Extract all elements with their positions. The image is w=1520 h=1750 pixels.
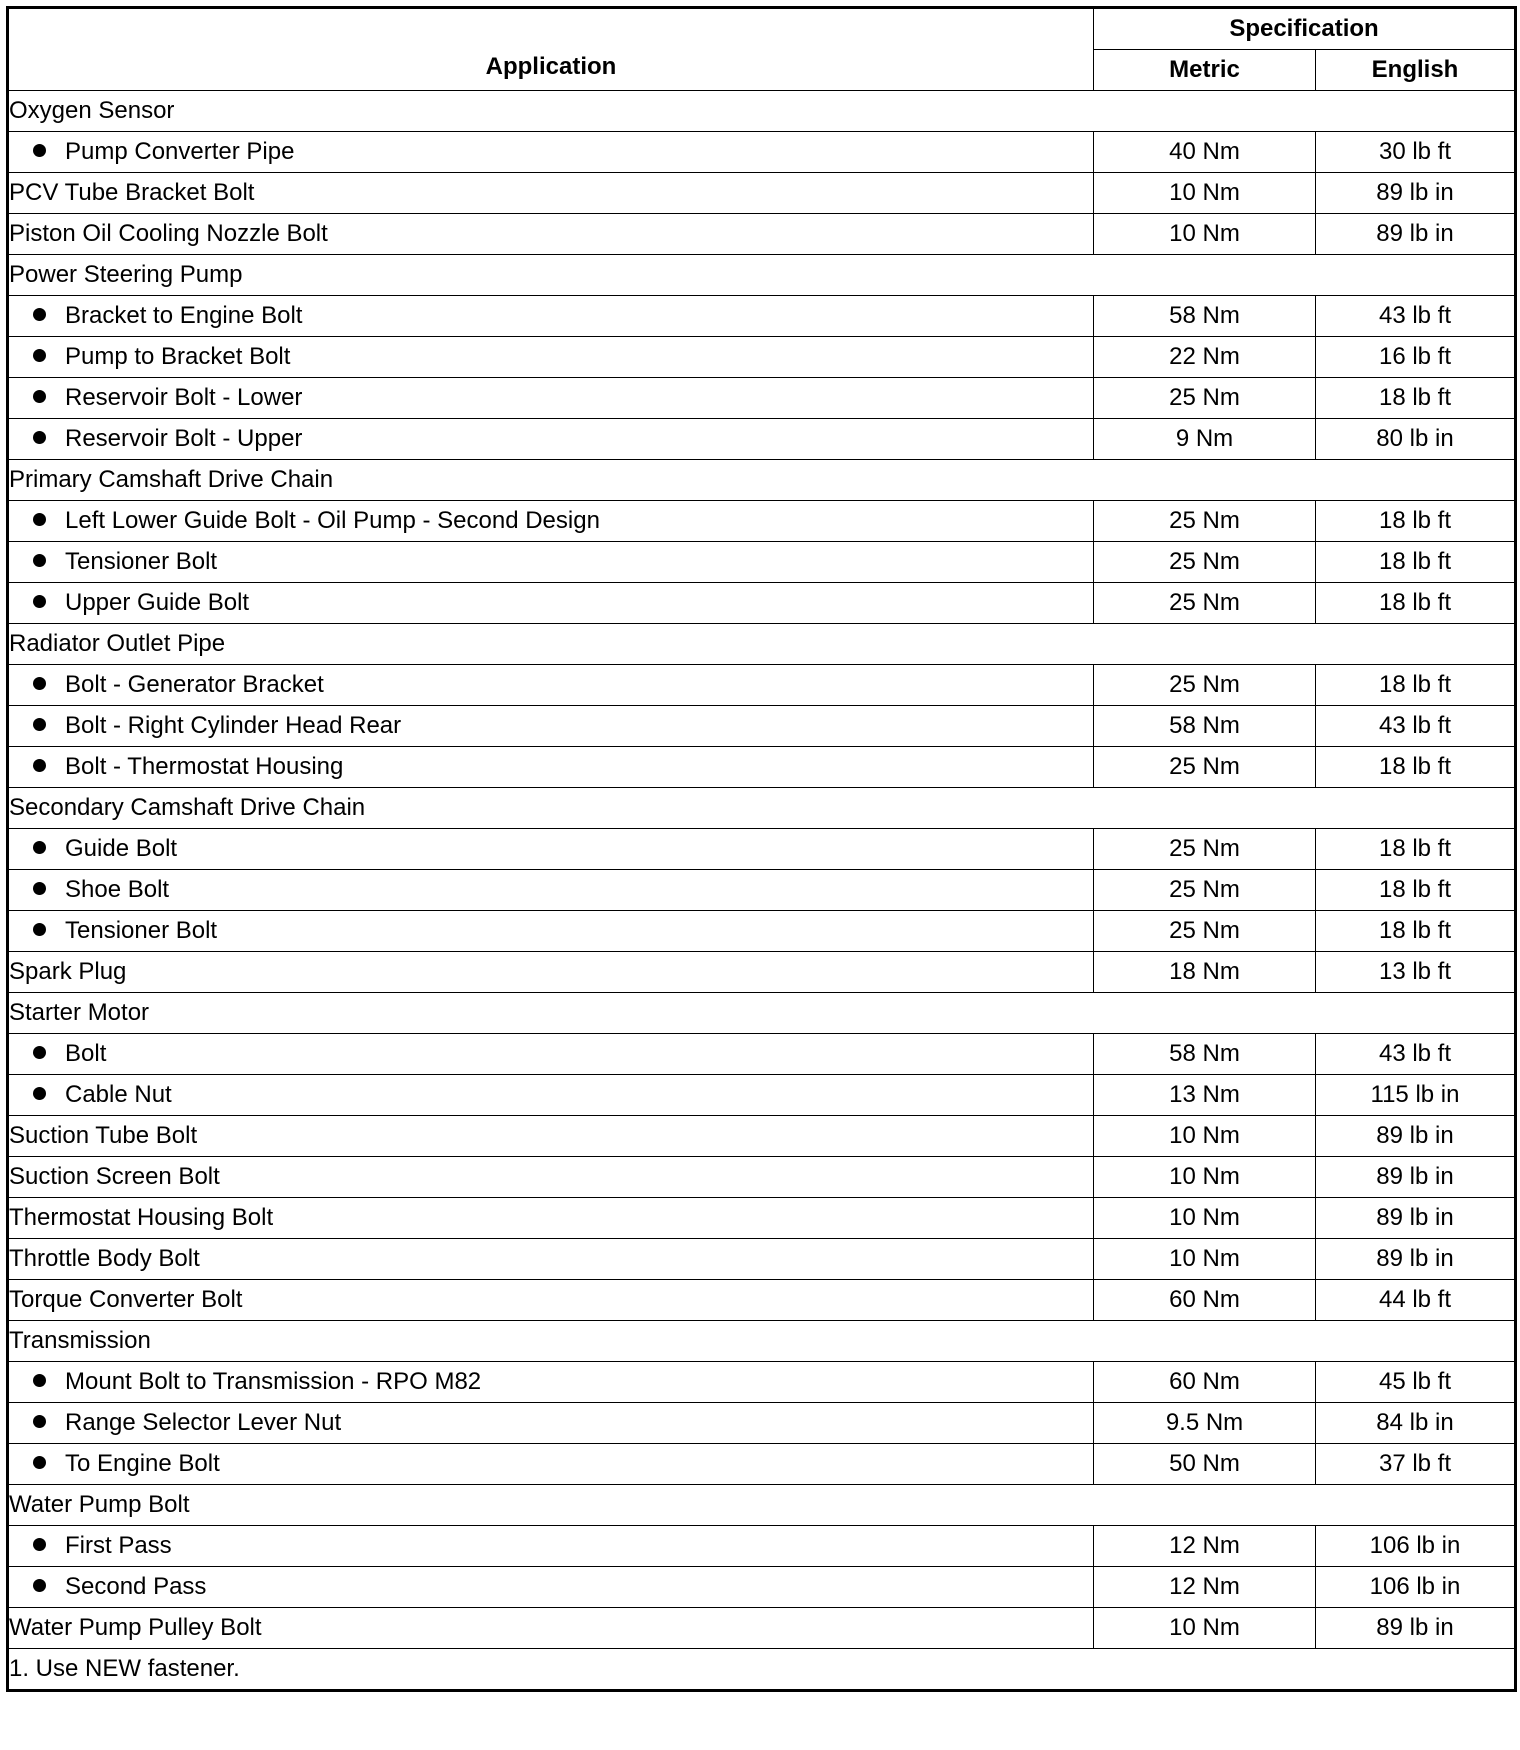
- english-value: 13 lb ft: [1316, 952, 1516, 993]
- application-cell: [8, 706, 1094, 747]
- application-cell: [8, 624, 1516, 665]
- metric-value: 9 Nm: [1094, 419, 1316, 460]
- table-row: [8, 337, 1516, 378]
- application-cell: [8, 255, 1516, 296]
- metric-value: 25 Nm: [1094, 378, 1316, 419]
- spec-rows: [8, 91, 1516, 1649]
- metric-value: 25 Nm: [1094, 665, 1316, 706]
- english-value: 16 lb ft: [1316, 337, 1516, 378]
- application-label: Left Lower Guide Bolt - Oil Pump - Second Design: [65, 507, 600, 534]
- application-cell: [8, 911, 1094, 952]
- application-label: PCV Tube Bracket Bolt: [9, 179, 255, 206]
- table-row: [8, 1034, 1516, 1075]
- bullet-icon: [33, 1579, 46, 1592]
- english-value: 89 lb in: [1316, 214, 1516, 255]
- application-label: Guide Bolt: [65, 835, 178, 862]
- bullet-icon: [33, 1374, 46, 1387]
- application-cell: [8, 1485, 1516, 1526]
- metric-value: 25 Nm: [1094, 911, 1316, 952]
- metric-value: 10 Nm: [1094, 1157, 1316, 1198]
- bullet-icon: [33, 308, 46, 321]
- metric-value: 25 Nm: [1094, 747, 1316, 788]
- application-cell: [8, 337, 1094, 378]
- table-row: [8, 378, 1516, 419]
- application-label: Tensioner Bolt: [65, 548, 218, 575]
- bullet-icon: [33, 841, 46, 854]
- english-value: 44 lb ft: [1316, 1280, 1516, 1321]
- table-row: [8, 1362, 1516, 1403]
- table-row: [8, 214, 1516, 255]
- application-cell: [8, 829, 1094, 870]
- table-row: [8, 952, 1516, 993]
- application-cell: [8, 870, 1094, 911]
- metric-value: 58 Nm: [1094, 296, 1316, 337]
- english-value: 89 lb in: [1316, 1239, 1516, 1280]
- footnote: 1. Use NEW fastener.: [8, 1649, 1516, 1691]
- application-label: Pump to Bracket Bolt: [65, 343, 291, 370]
- metric-value: 22 Nm: [1094, 337, 1316, 378]
- application-cell: [8, 1280, 1094, 1321]
- metric-value: 25 Nm: [1094, 501, 1316, 542]
- table-group-row: [8, 624, 1516, 665]
- table-group-row: [8, 1485, 1516, 1526]
- english-value: 89 lb in: [1316, 1157, 1516, 1198]
- application-label: Piston Oil Cooling Nozzle Bolt: [9, 220, 328, 247]
- english-value: 37 lb ft: [1316, 1444, 1516, 1485]
- english-value: 45 lb ft: [1316, 1362, 1516, 1403]
- metric-value: 25 Nm: [1094, 870, 1316, 911]
- bullet-icon: [33, 759, 46, 772]
- application-label: Bolt - Thermostat Housing: [65, 753, 344, 780]
- application-label: Bracket to Engine Bolt: [65, 302, 303, 329]
- table-row: [8, 583, 1516, 624]
- application-cell: [8, 1075, 1094, 1116]
- metric-value: 40 Nm: [1094, 132, 1316, 173]
- application-label: Range Selector Lever Nut: [65, 1409, 342, 1436]
- english-value: 106 lb in: [1316, 1526, 1516, 1567]
- application-label: First Pass: [65, 1532, 172, 1559]
- bullet-icon: [33, 390, 46, 403]
- english-value: 18 lb ft: [1316, 542, 1516, 583]
- bullet-icon: [33, 923, 46, 936]
- bullet-icon: [33, 1046, 46, 1059]
- english-value: 18 lb ft: [1316, 829, 1516, 870]
- bullet-icon: [33, 1415, 46, 1428]
- application-label: Bolt - Right Cylinder Head Rear: [65, 712, 402, 739]
- table-row: [8, 132, 1516, 173]
- table-row: [8, 706, 1516, 747]
- application-cell: [8, 542, 1094, 583]
- metric-value: 25 Nm: [1094, 583, 1316, 624]
- application-cell: [8, 665, 1094, 706]
- metric-value: 18 Nm: [1094, 952, 1316, 993]
- application-label: Shoe Bolt: [65, 876, 170, 903]
- metric-value: 60 Nm: [1094, 1362, 1316, 1403]
- torque-spec-sheet: [6, 6, 1514, 1692]
- application-cell: [8, 296, 1094, 337]
- metric-value: 9.5 Nm: [1094, 1403, 1316, 1444]
- header-row-top: [8, 8, 1516, 50]
- table-row: [8, 1608, 1516, 1649]
- application-label: Primary Camshaft Drive Chain: [9, 466, 334, 493]
- application-label: Mount Bolt to Transmission - RPO M82: [65, 1368, 482, 1395]
- metric-column-header: Metric: [1094, 50, 1316, 91]
- bullet-icon: [33, 1087, 46, 1100]
- table-row: [8, 1157, 1516, 1198]
- table-group-row: [8, 460, 1516, 501]
- application-label: Upper Guide Bolt: [65, 589, 250, 616]
- application-cell: [8, 1198, 1094, 1239]
- application-label: Oxygen Sensor: [9, 97, 175, 124]
- application-label: Spark Plug: [9, 958, 127, 985]
- table-row: [8, 173, 1516, 214]
- metric-value: 12 Nm: [1094, 1567, 1316, 1608]
- bullet-icon: [33, 144, 46, 157]
- application-label: Tensioner Bolt: [65, 917, 218, 944]
- metric-value: 60 Nm: [1094, 1280, 1316, 1321]
- table-row: [8, 1444, 1516, 1485]
- application-cell: [8, 1403, 1094, 1444]
- bullet-icon: [33, 1456, 46, 1469]
- footnote-row: [8, 1649, 1516, 1691]
- application-cell: [8, 501, 1094, 542]
- application-cell: [8, 419, 1094, 460]
- application-label: Reservoir Bolt - Upper: [65, 425, 303, 452]
- application-cell: [8, 1608, 1094, 1649]
- table-row: [8, 542, 1516, 583]
- table-row: [8, 1403, 1516, 1444]
- english-value: 18 lb ft: [1316, 870, 1516, 911]
- table-row: [8, 419, 1516, 460]
- metric-value: 10 Nm: [1094, 1198, 1316, 1239]
- application-label: Suction Screen Bolt: [9, 1163, 220, 1190]
- english-value: 18 lb ft: [1316, 378, 1516, 419]
- application-label: Second Pass: [65, 1573, 207, 1600]
- application-label: Bolt - Generator Bracket: [65, 671, 324, 698]
- application-cell: [8, 1362, 1094, 1403]
- metric-value: 25 Nm: [1094, 829, 1316, 870]
- application-cell: [8, 1239, 1094, 1280]
- specification-header: Specification: [1094, 8, 1516, 50]
- metric-value: 58 Nm: [1094, 1034, 1316, 1075]
- english-value: 89 lb in: [1316, 1608, 1516, 1649]
- bullet-icon: [33, 882, 46, 895]
- table-group-row: [8, 993, 1516, 1034]
- application-cell: [8, 173, 1094, 214]
- english-value: 18 lb ft: [1316, 583, 1516, 624]
- application-label: Water Pump Pulley Bolt: [9, 1614, 262, 1641]
- application-cell: [8, 460, 1516, 501]
- application-cell: [8, 91, 1516, 132]
- metric-value: 25 Nm: [1094, 542, 1316, 583]
- application-label: Throttle Body Bolt: [9, 1245, 200, 1272]
- english-value: 115 lb in: [1316, 1075, 1516, 1116]
- english-column-header: English: [1316, 50, 1516, 91]
- table-row: [8, 501, 1516, 542]
- table-row: [8, 870, 1516, 911]
- application-cell: [8, 1444, 1094, 1485]
- application-label: Water Pump Bolt: [9, 1491, 190, 1518]
- application-cell: [8, 993, 1516, 1034]
- application-cell: [8, 214, 1094, 255]
- table-row: [8, 1075, 1516, 1116]
- application-label: Cable Nut: [65, 1081, 172, 1108]
- metric-value: 10 Nm: [1094, 214, 1316, 255]
- table-group-row: [8, 1321, 1516, 1362]
- table-row: [8, 1116, 1516, 1157]
- application-label: Reservoir Bolt - Lower: [65, 384, 303, 411]
- application-label: Suction Tube Bolt: [9, 1122, 198, 1149]
- metric-value: 58 Nm: [1094, 706, 1316, 747]
- application-cell: [8, 1034, 1094, 1075]
- application-cell: [8, 788, 1516, 829]
- english-value: 18 lb ft: [1316, 501, 1516, 542]
- metric-value: 10 Nm: [1094, 173, 1316, 214]
- english-value: 18 lb ft: [1316, 747, 1516, 788]
- bullet-icon: [33, 431, 46, 444]
- application-cell: [8, 1321, 1516, 1362]
- metric-value: 10 Nm: [1094, 1608, 1316, 1649]
- bullet-icon: [33, 677, 46, 690]
- bullet-icon: [33, 554, 46, 567]
- bullet-icon: [33, 513, 46, 526]
- english-value: 84 lb in: [1316, 1403, 1516, 1444]
- metric-value: 12 Nm: [1094, 1526, 1316, 1567]
- table-row: [8, 1567, 1516, 1608]
- application-column-header: Application: [8, 8, 1094, 91]
- torque-spec-table: [6, 6, 1517, 1692]
- application-cell: [8, 747, 1094, 788]
- english-value: 80 lb in: [1316, 419, 1516, 460]
- application-cell: [8, 952, 1094, 993]
- application-cell: [8, 1157, 1094, 1198]
- table-group-row: [8, 788, 1516, 829]
- application-label: Radiator Outlet Pipe: [9, 630, 226, 657]
- application-label: Starter Motor: [9, 999, 150, 1026]
- metric-value: 50 Nm: [1094, 1444, 1316, 1485]
- english-value: 18 lb ft: [1316, 911, 1516, 952]
- application-cell: [8, 1526, 1094, 1567]
- english-value: 89 lb in: [1316, 173, 1516, 214]
- english-value: 30 lb ft: [1316, 132, 1516, 173]
- table-row: [8, 1526, 1516, 1567]
- application-cell: [8, 1116, 1094, 1157]
- bullet-icon: [33, 595, 46, 608]
- application-label: To Engine Bolt: [65, 1450, 220, 1477]
- english-value: 89 lb in: [1316, 1198, 1516, 1239]
- application-label: Thermostat Housing Bolt: [9, 1204, 274, 1231]
- table-group-row: [8, 91, 1516, 132]
- application-label: Torque Converter Bolt: [9, 1286, 243, 1313]
- table-row: [8, 911, 1516, 952]
- application-label: Pump Converter Pipe: [65, 138, 295, 165]
- english-value: 43 lb ft: [1316, 1034, 1516, 1075]
- application-cell: [8, 583, 1094, 624]
- metric-value: 13 Nm: [1094, 1075, 1316, 1116]
- table-row: [8, 1198, 1516, 1239]
- english-value: 18 lb ft: [1316, 665, 1516, 706]
- table-row: [8, 1280, 1516, 1321]
- metric-value: 10 Nm: [1094, 1239, 1316, 1280]
- application-label: Transmission: [9, 1327, 151, 1354]
- application-label: Power Steering Pump: [9, 261, 243, 288]
- english-value: 106 lb in: [1316, 1567, 1516, 1608]
- application-label: Bolt: [65, 1040, 107, 1067]
- table-row: [8, 829, 1516, 870]
- application-cell: [8, 132, 1094, 173]
- table-row: [8, 665, 1516, 706]
- table-row: [8, 296, 1516, 337]
- english-value: 43 lb ft: [1316, 296, 1516, 337]
- bullet-icon: [33, 349, 46, 362]
- application-cell: [8, 1567, 1094, 1608]
- table-row: [8, 1239, 1516, 1280]
- english-value: 89 lb in: [1316, 1116, 1516, 1157]
- metric-value: 10 Nm: [1094, 1116, 1316, 1157]
- bullet-icon: [33, 718, 46, 731]
- english-value: 43 lb ft: [1316, 706, 1516, 747]
- bullet-icon: [33, 1538, 46, 1551]
- table-row: [8, 747, 1516, 788]
- application-label: Secondary Camshaft Drive Chain: [9, 794, 366, 821]
- application-cell: [8, 378, 1094, 419]
- table-group-row: [8, 255, 1516, 296]
